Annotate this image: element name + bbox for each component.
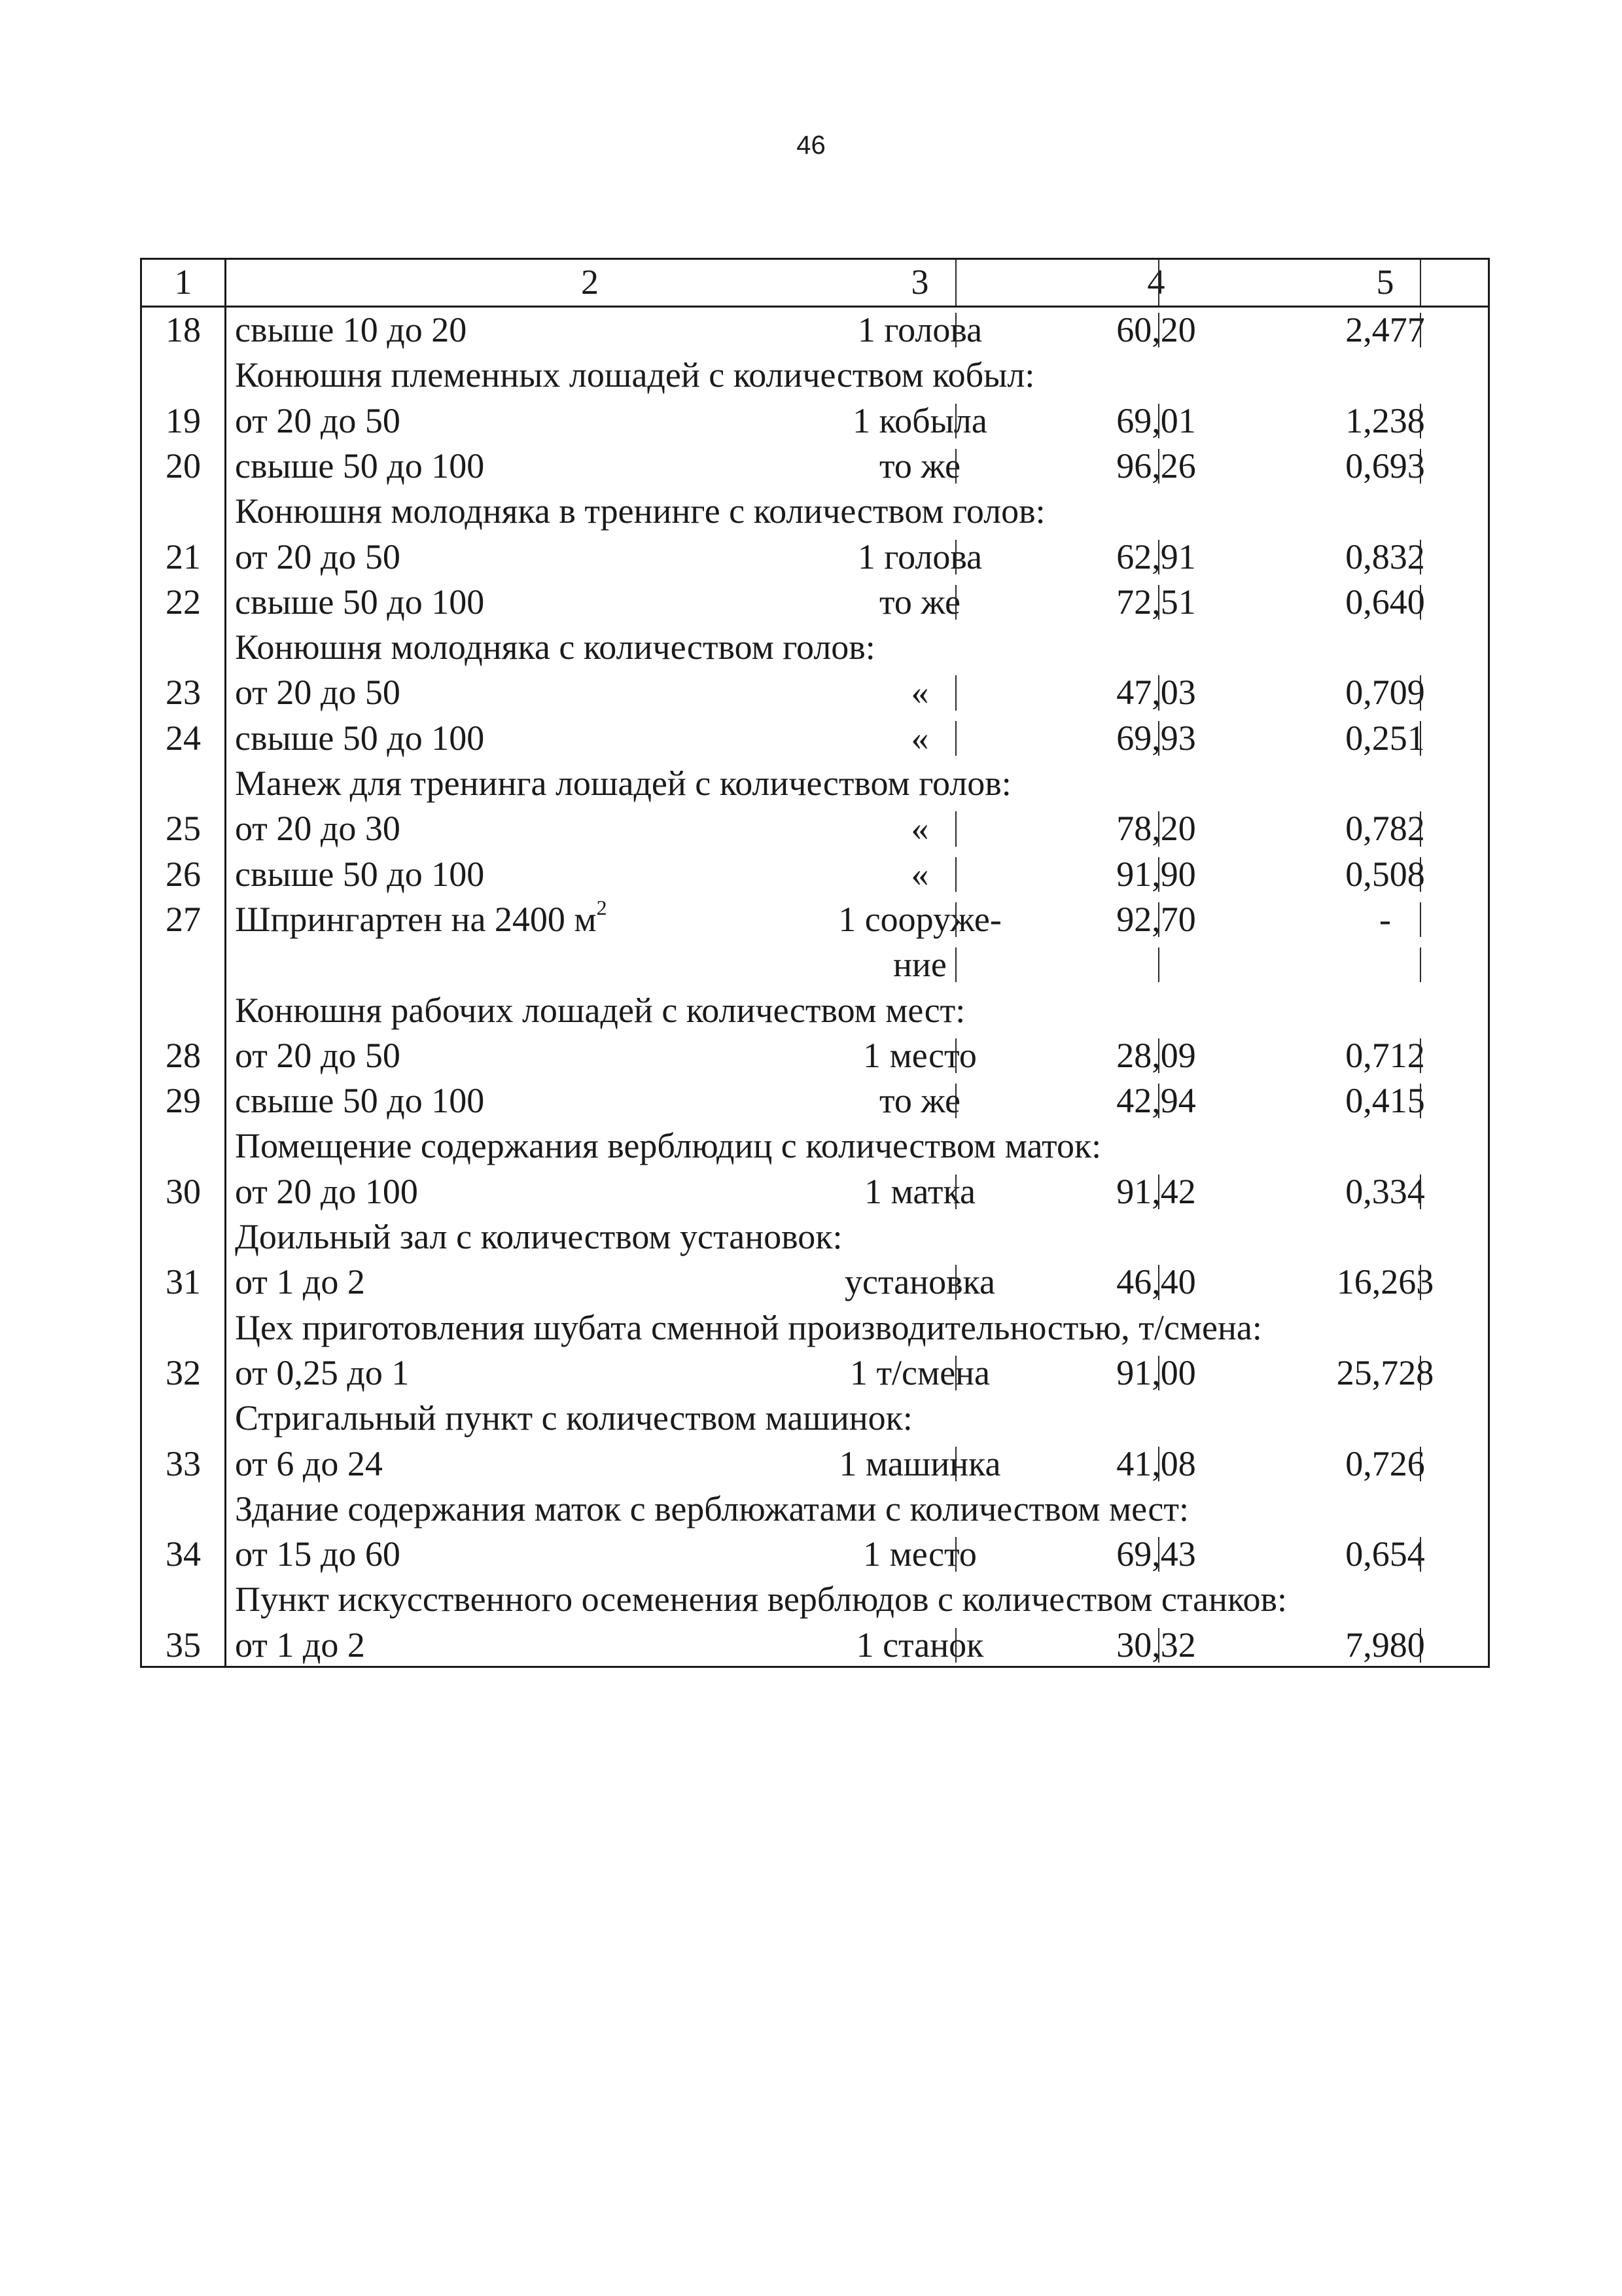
table-row — [142, 1078, 1488, 1123]
group-heading: Здание содержания маток с верблюжатами с количеством мест: — [235, 1489, 1189, 1528]
row-value: 46,40 — [1116, 1262, 1196, 1302]
table-row — [142, 308, 1488, 353]
row-name-text: от 6 до 24 — [235, 1443, 383, 1483]
cell-separator — [1420, 947, 1421, 982]
group-heading: Стригальный пункт с количеством машинок: — [235, 1398, 913, 1438]
cell-separator — [1158, 404, 1159, 438]
cell-separator — [1158, 1628, 1159, 1663]
row-unit: 1 т/смена — [849, 1352, 991, 1392]
table-row — [142, 1351, 1488, 1396]
row-unit: 1 кобыла — [853, 400, 987, 440]
cell-separator — [955, 1537, 957, 1572]
table-row — [142, 444, 1488, 489]
cell-separator — [955, 902, 957, 937]
cell-separator — [1420, 1084, 1421, 1118]
row-unit: 1 голова — [857, 310, 983, 349]
row-number: 28 — [166, 1035, 201, 1075]
row-index: 0,832 — [1345, 537, 1425, 576]
cell-separator — [955, 1265, 957, 1299]
cell-separator — [1420, 404, 1421, 438]
cell-separator — [955, 675, 957, 710]
table-row — [142, 1169, 1488, 1214]
cell-separator — [1420, 1537, 1421, 1572]
row-name — [235, 308, 467, 353]
cell-separator — [1420, 1447, 1421, 1481]
row-value: 91,90 — [1116, 854, 1196, 894]
row-name-text: свыше 50 до 100 — [235, 718, 485, 758]
cell-separator — [1158, 1356, 1159, 1390]
row-index: 0,712 — [1345, 1035, 1425, 1075]
group-heading: Цех приготовления шубата сменной производительностью, т/смена: — [235, 1307, 1262, 1347]
row-number: 33 — [166, 1443, 201, 1483]
cell-separator — [955, 1084, 957, 1118]
row-index: 0,654 — [1345, 1534, 1425, 1574]
row-value: 62,91 — [1116, 537, 1196, 576]
group-heading-row — [142, 353, 1488, 398]
row-number: 24 — [166, 718, 201, 758]
table-row — [142, 670, 1488, 715]
group-heading-row — [142, 1487, 1488, 1532]
cell-separator — [955, 313, 957, 347]
row-value: 91,42 — [1116, 1171, 1196, 1211]
cell-separator — [955, 947, 957, 982]
group-heading: Конюшня племенных лошадей с количеством кобыл: — [235, 355, 1035, 395]
header-cell-4: 4 — [1147, 262, 1165, 302]
row-index: 2,477 — [1345, 310, 1425, 349]
row-unit: установка — [845, 1262, 995, 1302]
row-unit: 1 место — [863, 1534, 977, 1574]
cell-separator — [1158, 721, 1159, 756]
row-name-text: от 20 до 50 — [235, 400, 400, 440]
row-number: 29 — [166, 1081, 201, 1121]
group-heading: Помещение содержания верблюдиц с количеством маток: — [235, 1126, 1102, 1166]
row-name — [235, 1169, 418, 1214]
cell-separator — [955, 449, 957, 484]
group-heading-row — [142, 1577, 1488, 1622]
header-cell-2: 2 — [581, 262, 599, 302]
row-name-text: от 1 до 2 — [235, 1625, 365, 1665]
cell-separator — [1420, 313, 1421, 347]
row-unit: « — [911, 809, 929, 849]
cell-separator — [1420, 449, 1421, 484]
cell-separator — [1420, 585, 1421, 620]
row-unit: то же — [879, 582, 961, 622]
row-index: 0,334 — [1345, 1171, 1425, 1211]
cell-separator — [1420, 721, 1421, 756]
group-heading: Конюшня молодняка в тренинге с количеством голов: — [235, 491, 1046, 531]
row-name-superscript: 2 — [596, 895, 607, 919]
row-number: 31 — [166, 1262, 201, 1302]
row-name — [235, 580, 484, 625]
cell-separator — [955, 1628, 957, 1663]
cell-separator — [1158, 947, 1159, 982]
row-number: 23 — [166, 673, 201, 713]
row-value: 69,43 — [1116, 1534, 1196, 1574]
group-heading-row — [142, 489, 1488, 534]
group-heading-row — [142, 1396, 1488, 1441]
row-unit: то же — [879, 446, 961, 486]
row-unit: 1 место — [863, 1035, 977, 1075]
cell-separator — [1158, 449, 1159, 484]
group-heading: Конюшня молодняка с количеством голов: — [235, 627, 875, 667]
row-value: 41,08 — [1116, 1443, 1196, 1483]
group-heading-row — [142, 988, 1488, 1033]
row-value: 91,00 — [1116, 1352, 1196, 1392]
row-value: 96,26 — [1116, 446, 1196, 486]
row-value: 28,09 — [1116, 1035, 1196, 1075]
row-number: 34 — [166, 1534, 201, 1574]
norms-table — [140, 258, 1490, 1668]
row-name — [235, 1260, 365, 1305]
row-index: 0,726 — [1345, 1443, 1425, 1483]
row-value: 30,32 — [1116, 1625, 1196, 1665]
row-name — [235, 1623, 365, 1668]
row-unit: 1 станок — [856, 1625, 984, 1665]
group-heading-row — [142, 625, 1488, 670]
row-name-text: свыше 50 до 100 — [235, 1081, 485, 1121]
cell-separator — [1158, 313, 1159, 347]
cell-separator — [1158, 1265, 1159, 1299]
cell-separator — [955, 857, 957, 892]
row-name-text: от 20 до 50 — [235, 537, 400, 576]
cell-separator — [1420, 540, 1421, 574]
table-row — [142, 716, 1488, 761]
group-heading: Доильный зал с количеством установок: — [235, 1217, 843, 1256]
cell-separator — [1158, 540, 1159, 574]
row-index: 7,980 — [1345, 1625, 1425, 1665]
row-name-text: свыше 50 до 100 — [235, 582, 485, 622]
row-value: 72,51 — [1116, 582, 1196, 622]
row-name-text: от 20 до 50 — [235, 1035, 400, 1075]
group-heading: Пункт искусственного осеменения верблюдов с количеством станков: — [235, 1580, 1288, 1619]
row-name-text: от 15 до 60 — [235, 1534, 400, 1574]
cell-separator — [955, 540, 957, 574]
cell-separator — [955, 811, 957, 846]
row-name-text: от 0,25 до 1 — [235, 1352, 410, 1392]
row-number: 30 — [166, 1171, 201, 1211]
header-cell-1: 1 — [174, 262, 192, 302]
cell-separator — [955, 404, 957, 438]
cell-separator — [1420, 857, 1421, 892]
row-name — [235, 806, 400, 851]
row-name — [235, 535, 400, 580]
cell-separator — [1158, 585, 1159, 620]
row-name — [235, 444, 484, 489]
row-name-text: Шпрингартен на 2400 м — [235, 899, 597, 939]
row-index: 0,640 — [1345, 582, 1425, 622]
cell-separator — [955, 1447, 957, 1481]
row-unit: 1 голова — [857, 537, 983, 576]
group-heading-row — [142, 761, 1488, 806]
row-unit: ние — [893, 945, 947, 985]
row-value: 42,94 — [1116, 1081, 1196, 1121]
row-name — [235, 1078, 484, 1123]
cell-separator — [1420, 811, 1421, 846]
row-number: 20 — [166, 446, 201, 486]
table-row — [142, 1260, 1488, 1305]
cell-separator — [1420, 1265, 1421, 1299]
header-cell-3: 3 — [911, 262, 929, 302]
cell-separator — [1158, 675, 1159, 710]
row-unit: « — [911, 718, 929, 758]
page-number: 46 — [796, 131, 826, 160]
cell-separator — [955, 585, 957, 620]
cell-separator — [1158, 1174, 1159, 1209]
row-index: - — [1379, 899, 1391, 939]
cell-separator — [1420, 1174, 1421, 1209]
table-row — [142, 1623, 1488, 1668]
header-separator — [1158, 260, 1159, 306]
row-name-text: свыше 50 до 100 — [235, 854, 485, 894]
row-number: 22 — [166, 582, 201, 622]
row-index: 25,728 — [1336, 1352, 1434, 1392]
row-number: 27 — [166, 899, 201, 939]
row-index: 16,263 — [1336, 1262, 1434, 1302]
row-number: 35 — [166, 1625, 201, 1665]
cell-separator — [1158, 1038, 1159, 1073]
table-row — [142, 897, 1488, 942]
cell-separator — [1158, 811, 1159, 846]
cell-separator — [1158, 1537, 1159, 1572]
row-number: 21 — [166, 537, 201, 576]
cell-separator — [1158, 902, 1159, 937]
row-name — [235, 398, 400, 444]
row-number: 26 — [166, 854, 201, 894]
row-number: 32 — [166, 1352, 201, 1392]
table-row — [142, 535, 1488, 580]
row-value: 69,01 — [1116, 400, 1196, 440]
row-name — [235, 716, 484, 761]
table-row — [142, 580, 1488, 625]
row-name-text: от 1 до 2 — [235, 1262, 365, 1302]
cell-separator — [955, 1174, 957, 1209]
table-row — [142, 1033, 1488, 1078]
row-name — [235, 897, 607, 942]
row-value: 92,70 — [1116, 899, 1196, 939]
group-heading: Манеж для тренинга лошадей с количеством голов: — [235, 764, 1012, 803]
cell-separator — [955, 1038, 957, 1073]
row-name — [235, 1351, 409, 1396]
row-number: 25 — [166, 809, 201, 849]
table-row — [142, 1441, 1488, 1487]
table-row — [142, 398, 1488, 444]
row-name-text: свыше 50 до 100 — [235, 446, 485, 486]
cell-separator — [1420, 1038, 1421, 1073]
cell-separator — [1420, 902, 1421, 937]
group-heading-row — [142, 1305, 1488, 1351]
header-row — [142, 260, 1488, 305]
cell-separator — [1420, 1628, 1421, 1663]
row-value: 78,20 — [1116, 809, 1196, 849]
row-name — [235, 670, 400, 715]
row-name-text: от 20 до 30 — [235, 809, 400, 849]
row-name-text: от 20 до 100 — [235, 1171, 418, 1211]
row-value: 69,93 — [1116, 718, 1196, 758]
header-separator — [955, 260, 957, 306]
cell-separator — [955, 1356, 957, 1390]
row-name — [235, 1033, 400, 1078]
row-index: 0,251 — [1345, 718, 1425, 758]
group-heading-row — [142, 1214, 1488, 1260]
row-unit: « — [911, 673, 929, 713]
row-name — [235, 852, 484, 897]
row-index: 1,238 — [1345, 400, 1425, 440]
row-name — [235, 1441, 383, 1487]
cell-separator — [1158, 1084, 1159, 1118]
cell-separator — [1420, 675, 1421, 710]
cell-separator — [1158, 1447, 1159, 1481]
row-index: 0,693 — [1345, 446, 1425, 486]
row-index: 0,415 — [1345, 1081, 1425, 1121]
row-value: 47,03 — [1116, 673, 1196, 713]
header-cell-5: 5 — [1376, 262, 1394, 302]
table-row — [142, 1532, 1488, 1577]
row-name-text: свыше 10 до 20 — [235, 310, 467, 349]
row-unit: то же — [879, 1081, 961, 1121]
row-unit: 1 сооруже- — [838, 899, 1002, 939]
cell-separator — [1158, 857, 1159, 892]
cell-separator — [1420, 1356, 1421, 1390]
row-index: 0,709 — [1345, 673, 1425, 713]
group-heading: Конюшня рабочих лошадей с количеством мест: — [235, 990, 966, 1030]
row-unit: « — [911, 854, 929, 894]
row-number: 18 — [166, 310, 201, 349]
row-name — [235, 1532, 400, 1577]
row-index: 0,508 — [1345, 854, 1425, 894]
row-value: 60,20 — [1116, 310, 1196, 349]
row-number: 19 — [166, 400, 201, 440]
cell-separator — [955, 721, 957, 756]
table-row-continuation — [142, 942, 1488, 987]
table-row — [142, 852, 1488, 897]
table-row — [142, 806, 1488, 851]
row-unit: 1 машинка — [839, 1443, 1001, 1483]
row-name-text: от 20 до 50 — [235, 673, 400, 713]
row-index: 0,782 — [1345, 809, 1425, 849]
header-separator — [1420, 260, 1421, 306]
group-heading-row — [142, 1123, 1488, 1169]
row-unit: 1 матка — [864, 1171, 976, 1211]
